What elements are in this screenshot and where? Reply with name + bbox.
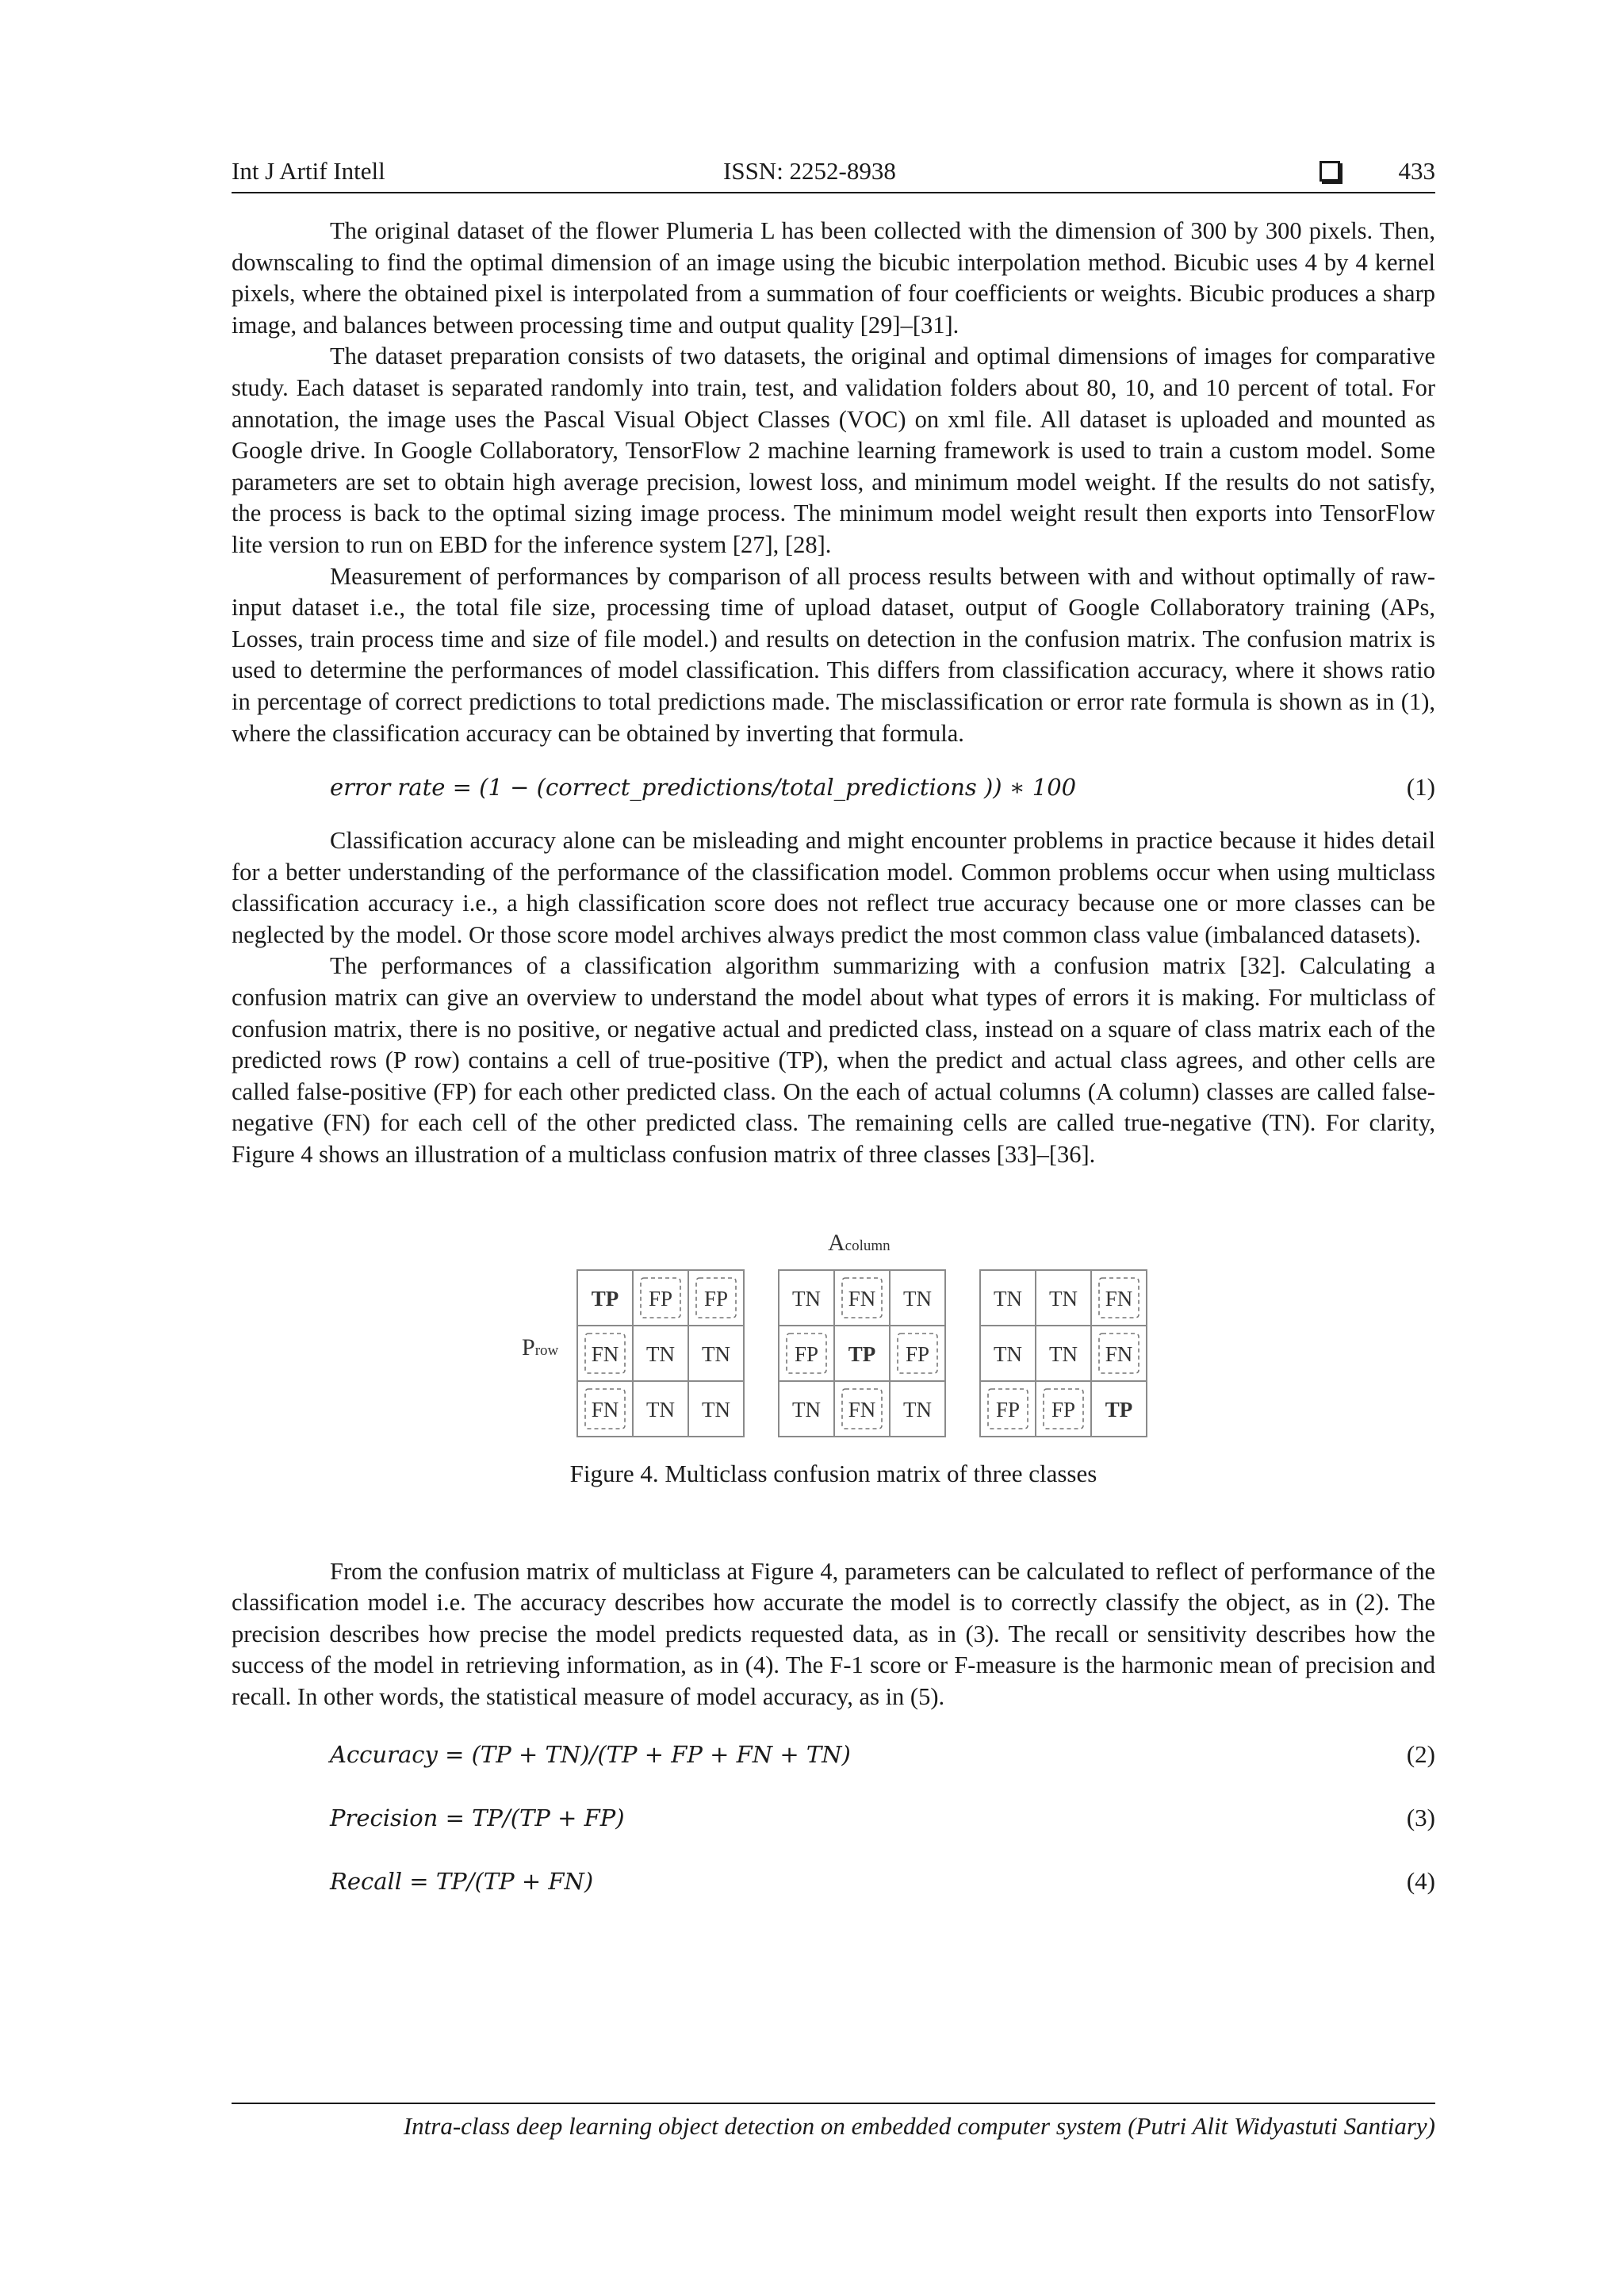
equation-number: (1) [1406, 773, 1435, 802]
matrix-cell-tn: TN [792, 1286, 821, 1311]
matrix-cell-tn: TN [903, 1397, 932, 1422]
paragraph: The dataset preparation consists of two datasets, the original and optimal dimensions of images for comparative study. Each dataset is separated randomly into train, test, and validation folders about 80, 10, and 10 percent of total. For annotation, the image uses the Pascal Visual Object Classes (VOC) on xml file. All dataset is uploaded and mounted as Google drive. In Google Collaboratory, TensorFlow 2 machine learning framework is used to train a custom model. Some parameters are set to obtain high average precision, lowest loss, and minimum model weight. If the results do not satisfy, the process is back to the optimal sizing image process. The minimum model weight result then exports into TensorFlow lite version to run on EBD for the inference system [27], [28]. [232, 342, 1435, 558]
matrix-cell-tp: TP [848, 1341, 876, 1366]
paragraph: From the confusion matrix of multiclass at Figure 4, parameters can be calculated to reflect of performance of the classification model i.e. The accuracy describes how accurate the model is to correctly classify the object, as in (2). The precision describes how precise the model predicts requested data, as in (3). The recall or sensitivity describes how the success of the model in retrieving information, as in (4). The F-1 score or F-measure is the harmonic mean of precision and recall. In other words, the statistical measure of model accuracy, as in (5). [232, 1557, 1435, 1710]
paragraph: Classification accuracy alone can be misleading and might encounter problems in practice because it hides detail for a better understanding of the performance of the classification model. Common problems occur when using multiclass classification accuracy i.e., a high classification score does not reflect true accuracy because one or more classes can be neglected by the model. Or those score model archives always predict the most common class value (imbalanced datasets). [232, 827, 1435, 948]
matrix-cell-fp: FP [995, 1397, 1021, 1422]
confusion-matrix-diagram [232, 1220, 1435, 1458]
matrix-cell-fp: FP [648, 1286, 673, 1311]
equation-number: (4) [1406, 1866, 1435, 1895]
matrix-cell-fn: FN [591, 1397, 619, 1422]
matrix-cell-fn: FN [848, 1286, 876, 1311]
square-bullet-icon [1320, 161, 1340, 182]
page-header [232, 155, 1435, 193]
figure-4 [232, 1220, 1435, 1458]
equation-4 [232, 1866, 1435, 1897]
matrix-cell-tn: TN [702, 1341, 730, 1366]
confusion-matrix-1 [577, 1270, 744, 1437]
matrix-cell-fn: FN [1105, 1341, 1133, 1366]
equation-expression: Precision = TP/(TP + FP) [330, 1804, 625, 1831]
matrix-cell-tn: TN [702, 1397, 730, 1422]
issn: ISSN: 2252-8938 [723, 157, 896, 185]
journal-name: Int J Artif Intell [232, 157, 385, 185]
matrix-cell-tn: TN [994, 1286, 1022, 1311]
paragraph: Measurement of performances by comparison of all process results between with and without optimally of raw-input dataset i.e., the total file size, processing time of upload dataset, output of Google Collaboratory training (APs, Losses, train process time and size of file model.) and results on detection in the confusion matrix. The confusion matrix is used to determine the performances of model classification. This differs from classification accuracy, where it shows ratio in percentage of correct predictions to total predictions made. The misclassification or error rate formula is shown as in (1), where the classification accuracy can be obtained by inverting that formula. [232, 562, 1435, 747]
equation-3 [232, 1802, 1435, 1834]
matrix-cell-tn: TN [1049, 1286, 1078, 1311]
matrix-cell-tn: TN [994, 1341, 1022, 1366]
page-body [232, 216, 1435, 1897]
equation-2 [232, 1739, 1435, 1770]
row-axis-label: Prow [522, 1334, 559, 1360]
paragraph: The original dataset of the flower Plumeria L has been collected with the dimension of 300 by 300 pixels. Then, downscaling to find the optimal dimension of an image using the bicubic interpolation method. Bicubic uses 4 by 4 kernel pixels, where the obtained pixel is interpolated from a summation of four coefficients or weights. Bicubic produces a sharp image, and balances between processing time and output quality [29]–[31]. [232, 217, 1435, 339]
equation-number: (3) [1406, 1803, 1435, 1831]
matrix-cell-tn: TN [646, 1397, 675, 1422]
matrix-cell-tn: TN [1049, 1341, 1078, 1366]
matrix-cell-fn: FN [591, 1341, 619, 1366]
equation-expression: error rate = (1 − (correct_predictions/total_predictions )) ∗ 100 [330, 774, 1077, 802]
equation-number: (2) [1406, 1739, 1435, 1768]
matrix-cell-fp: FP [905, 1341, 930, 1366]
matrix-cell-fn: FN [1105, 1286, 1133, 1311]
figure-caption: Figure 4. Multiclass confusion matrix of three classes [569, 1459, 1097, 1487]
page-footer: Intra-class deep learning object detection on embedded computer system (Putri Alit Widyastuti Santiary) [232, 2103, 1435, 2142]
matrix-cell-fp: FP [1051, 1397, 1076, 1422]
matrix-cell-fp: FP [794, 1341, 819, 1366]
matrix-cell-tn: TN [792, 1397, 821, 1422]
confusion-matrix-2 [779, 1270, 945, 1437]
paragraph: The performances of a classification algorithm summarizing with a confusion matrix [32]. Calculating a confusion matrix can give an overview to understand the model about what types of errors it is making. For multiclass of confusion matrix, there is no positive, or negative actual and predicted class, instead on a square of class matrix each of the predicted rows (P row) contains a cell of true-positive (TP), when the predict and actual class agrees, and other cells are called false-positive (FP) for each other predicted class. On the each of actual columns (A column) classes are called false-negative (FN) for each cell of the other predicted class. The remaining cells are called true-negative (TN). For clarity, Figure 4 shows an illustration of a multiclass confusion matrix of three classes [33]–[36]. [232, 952, 1435, 1169]
page-number: 433 [1398, 157, 1435, 185]
equation-1 [232, 771, 1435, 803]
equation-expression: Accuracy = (TP + TN)/(TP + FP + FN + TN) [330, 1740, 851, 1768]
matrix-cell-tn: TN [646, 1341, 675, 1366]
confusion-matrix-3 [980, 1270, 1147, 1437]
column-axis-label: Acolumn [828, 1229, 891, 1256]
matrix-cell-tp: TP [591, 1286, 619, 1311]
matrix-cell-tn: TN [903, 1286, 932, 1311]
matrix-cell-tp: TP [1105, 1397, 1133, 1422]
matrix-cell-fp: FP [703, 1286, 729, 1311]
paper-page [232, 155, 1435, 1897]
equation-expression: Recall = TP/(TP + FN) [330, 1867, 594, 1895]
matrix-cell-fn: FN [848, 1397, 876, 1422]
